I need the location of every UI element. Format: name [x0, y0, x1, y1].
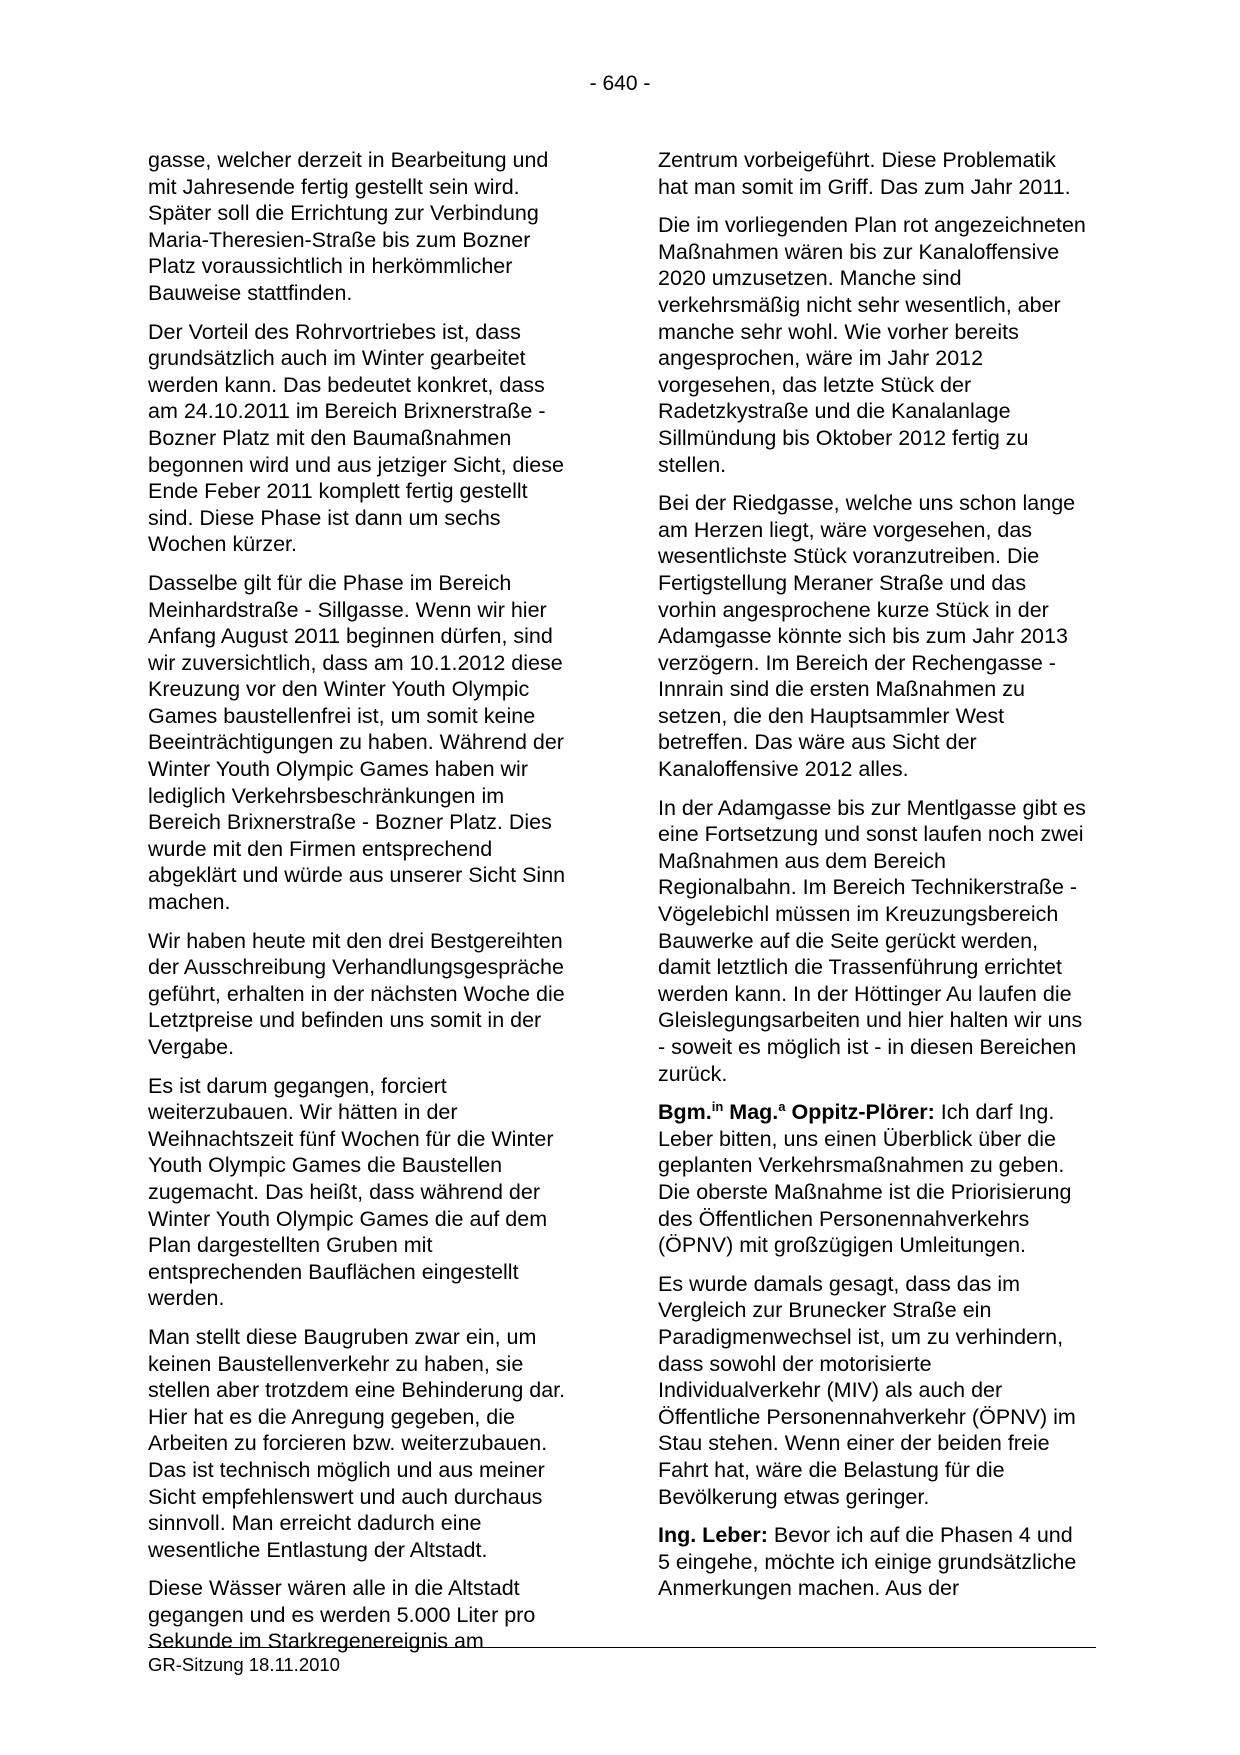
speech-paragraph	[658, 1099, 1088, 1259]
page-number: - 640 -	[589, 72, 651, 95]
footer-divider	[148, 1647, 1096, 1648]
paragraph: Der Vorteil des Rohrvortriebes ist, dass grundsätzlich auch im Winter gearbeitet werden kann. Das bedeutet konkret, dass am 24.10.2011 im Bereich Brixnerstraße - Bozner Platz mit den Baumaßnahmen begonnen wird und aus jetziger Sicht, diese Ende Feber 2011 komplett fertig gestellt sind. Diese Phase ist dann um sechs Wochen kürzer.	[148, 319, 564, 557]
speaker-name: Ing. Leber:	[658, 1523, 768, 1548]
speech-text: Ich darf Ing. Leber bitten, uns einen Überblick über die geplanten Verkehrsmaßnahmen zu geben. Die oberste Maßnahme ist die Priorisierung des Öffentlichen Personennahverkehrs (ÖPNV) mit großzügigen Umleitungen.	[658, 1100, 1072, 1258]
footer-text: GR-Sitzung 18.11.2010	[148, 1654, 340, 1675]
speech-text: Bevor ich auf die Phasen 4 und 5 eingehe, möchte ich einige grundsätzliche Anmerkungen machen. Aus der	[658, 1523, 1077, 1601]
paragraph: Man stellt diese Baugruben zwar ein, um keinen Baustellenverkehr zu haben, sie stellen aber trotzdem eine Behinderung dar. Hier hat es die Anregung gegeben, die Arbeiten zu forcieren bzw. weiterzubauen. Das ist technisch möglich und aus meiner Sicht empfehlenswert und auch durchaus sinnvoll. Man erreicht dadurch eine wesentliche Entlastung der Altstadt.	[148, 1324, 566, 1562]
left-column	[148, 147, 578, 1667]
paragraph: Bei der Riedgasse, welche uns schon lange am Herzen liegt, wäre vorgesehen, das wesentlichste Stück voranzutreiben. Die Fertigstellung Meraner Straße und das vorhin angesprochene kurze Stück in der Adamgasse könnte sich bis zum Jahr 2013 verzögern. Im Bereich der Rechengasse - Innrain sind die ersten Maßnahmen zu setzen, die den Hauptsammler West betreffen. Das wäre aus Sicht der Kanaloffensive 2012 alles.	[658, 491, 1076, 782]
paragraph: Zentrum vorbeigeführt. Diese Problematik hat man somit im Griff. Das zum Jahr 2011.	[658, 148, 1071, 199]
paragraph: In der Adamgasse bis zur Mentlgasse gibt es eine Fortsetzung und sonst laufen noch zwei Maßnahmen aus dem Bereich Regionalbahn. Im Bereich Technikerstraße - Vögelebichl müssen im Kreuzungsbereich Bauwerke auf die Seite gerückt werden, damit letztlich die Trassenführung errichtet werden kann. In der Höttinger Au laufen die Gleislegungsarbeiten und hier halten wir uns - soweit es möglich ist - in diesen Bereichen zurück.	[658, 795, 1086, 1086]
paragraph: Dasselbe gilt für die Phase im Bereich Meinhardstraße - Sillgasse. Wenn wir hier Anfang August 2011 beginnen dürfen, sind wir zuversichtlich, dass am 10.1.2012 diese Kreuzung vor den Winter Youth Olympic Games baustellenfrei ist, um somit keine Beeinträchtigungen zu haben. Während der Winter Youth Olympic Games haben wir lediglich Verkehrsbeschränkungen im Bereich Brixnerstraße - Bozner Platz. Dies wurde mit den Firmen entsprechend abgeklärt und würde aus unserer Sicht Sinn machen.	[148, 570, 566, 915]
speaker-name: Bgm.$^{in}$ Mag.$^a$ Oppitz-Plörer:	[658, 1099, 935, 1125]
speech-paragraph	[658, 1522, 1088, 1602]
paragraph: Es ist darum gegangen, forciert weiterzubauen. Wir hätten in der Weihnachtszeit fünf Wochen für die Winter Youth Olympic Games die Baustellen zugemacht. Das heißt, dass während der Winter Youth Olympic Games die auf dem Plan dargestellten Gruben mit entsprechenden Bauflächen eingestellt werden.	[148, 1073, 554, 1311]
paragraph: Diese Wässer wären alle in die Altstadt gegangen und es werden 5.000 Liter pro Sekunde im Starkregenereignis am	[148, 1576, 536, 1654]
right-column	[658, 147, 1088, 1614]
paragraph: gasse, welcher derzeit in Bearbeitung und mit Jahresende fertig gestellt sein wird. Später soll die Errichtung zur Verbindung Maria-Theresien-Straße bis zum Bozner Platz voraussichtlich in herkömmlicher Bauweise stattfinden.	[148, 148, 549, 305]
paragraph: Die im vorliegenden Plan rot angezeichneten Maßnahmen wären bis zur Kanaloffensive 2020 umzusetzen. Manche sind verkehrsmäßig nicht sehr wesentlich, aber manche sehr wohl. Wie vorher bereits angesprochen, wäre im Jahr 2012 vorgesehen, das letzte Stück der Radetzkystraße und die Kanalanlage Sillmündung bis Oktober 2012 fertig zu stellen.	[658, 213, 1086, 477]
paragraph: Es wurde damals gesagt, dass das im Vergleich zur Brunecker Straße ein Paradigmenwechsel ist, um zu verhindern, dass sowohl der motorisierte Individualverkehr (MIV) als auch der Öffentliche Personennahverkehr (ÖPNV) im Stau stehen. Wenn einer der beiden freie Fahrt hat, wäre die Belastung für die Bevölkerung etwas geringer.	[658, 1271, 1076, 1509]
paragraph: Wir haben heute mit den drei Bestgereihten der Ausschreibung Verhandlungsgespräche geführt, erhalten in der nächsten Woche die Letztpreise und befinden uns somit in der Vergabe.	[148, 928, 565, 1059]
